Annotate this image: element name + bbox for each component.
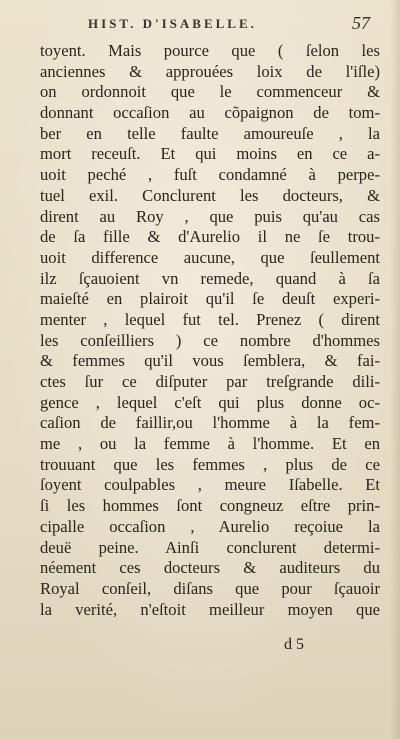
text-line: cipalle occaſion , Aurelio reçoiue la bbox=[40, 516, 380, 536]
page-number: 57 bbox=[352, 13, 370, 33]
text-line: dirent au Roy , que puis qu'au cas bbox=[40, 206, 380, 226]
text-line: ſi les hommes ſont congneuz eſtre prin- bbox=[40, 496, 380, 516]
text-line: uoit difference aucune, que ſeullement bbox=[40, 247, 380, 267]
text-line: donnant occaſion au cõpaignon de tom- bbox=[40, 103, 380, 123]
page-header bbox=[40, 13, 380, 36]
text-line: on ordonnoit que le commenceur & bbox=[40, 82, 380, 102]
text-line: les conſeilliers ) ce nombre d'hommes bbox=[40, 330, 380, 350]
text-line: ber en telle faulte amoureuſe , la bbox=[40, 123, 380, 143]
running-head: HIST. D'ISABELLE. bbox=[88, 16, 257, 31]
text-line: gence , lequel c'eſt qui plus donne oc- bbox=[40, 392, 380, 412]
text-line: Royal conſeil, diſans que pour ſçauoir bbox=[40, 578, 380, 598]
text-line: la verité, n'eſtoit meilleur moyen que bbox=[40, 599, 380, 619]
text-line: ſoyent coulpables , meure Iſabelle. Et bbox=[40, 475, 380, 495]
text-line: uoit peché , fuſt condamné à perpe- bbox=[40, 165, 380, 185]
text-line: ilz ſçauoient vn remede, quand à ſa bbox=[40, 268, 380, 288]
text-line: néement ces docteurs & auditeurs du bbox=[40, 558, 380, 578]
text-line: trouuant que les femmes , plus de ce bbox=[40, 454, 380, 474]
text-line: tuel exil. Conclurent les docteurs, & bbox=[40, 185, 380, 205]
page-edge-shadow bbox=[390, 0, 400, 739]
text-line: ctes ſur ce diſputer par treſgrande dili- bbox=[40, 372, 380, 391]
text-line: maieſté en plairoit qu'il ſe deuſt experi- bbox=[40, 289, 380, 309]
body-text bbox=[40, 41, 380, 620]
text-line: caſion de faillir,ou l'homme à la fem- bbox=[40, 413, 380, 433]
text-line: me , ou la femme à l'homme. Et en bbox=[40, 434, 380, 454]
text-line: deuë peine. Ainſi conclurent determi- bbox=[40, 537, 380, 557]
text-line: anciennes & approuées loix de l'iſle) bbox=[40, 61, 380, 81]
text-line: toyent. Mais pource que ( ſelon les bbox=[40, 41, 380, 60]
text-line: menter , lequel fut tel. Prenez ( dirent bbox=[40, 309, 380, 329]
text-line: mort receuſt. Et qui moins en ce a- bbox=[40, 144, 380, 164]
text-line: & femmes qu'il vous ſemblera, & fai- bbox=[40, 351, 380, 371]
signature-mark: d 5 bbox=[284, 636, 304, 653]
text-line: de ſa fille & d'Aurelio il ne ſe trou- bbox=[40, 227, 380, 247]
